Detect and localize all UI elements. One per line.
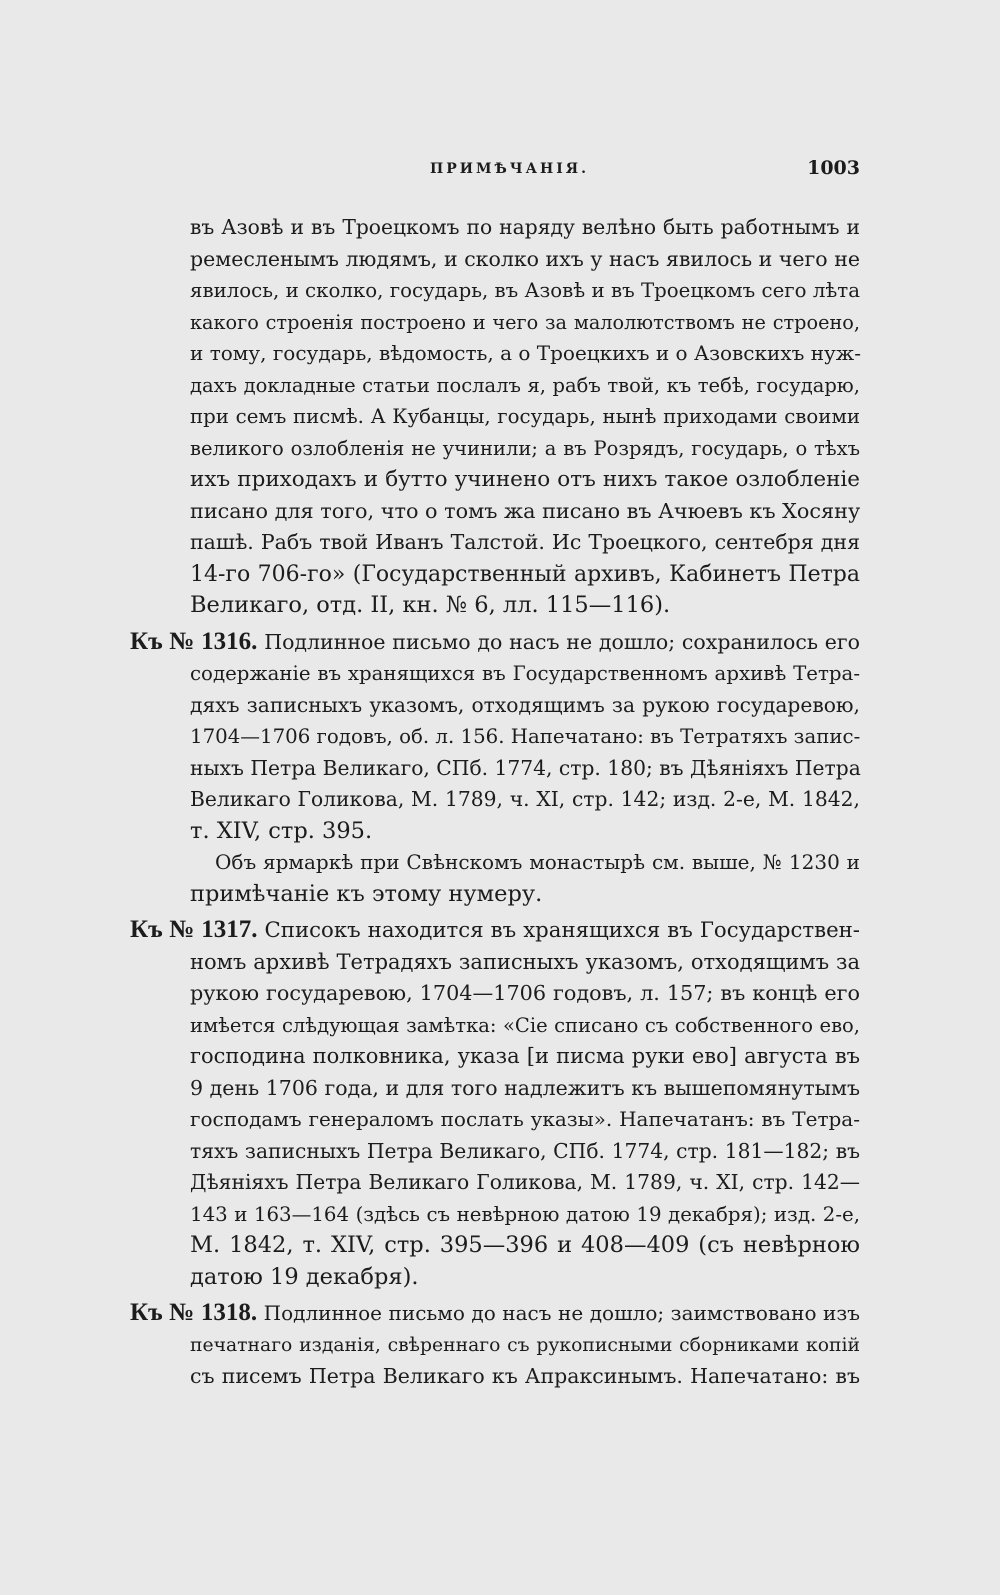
note-first-line: Списокъ находится въ хранящихся въ Государствен-	[264, 918, 860, 943]
text-line: ремесленымъ людямъ, и сколко ихъ у насъ явилось и чего не	[190, 246, 860, 271]
text-line: 9 день 1706 года, и для того надлежитъ къ вышепомянутымъ	[190, 1075, 860, 1100]
page-header	[190, 157, 860, 185]
text-line: господамъ генераломъ послать указы». Напечатанъ: въ Тетра-	[190, 1107, 860, 1131]
text-line: дахъ докладные статьи послалъ я, рабъ твой, къ тебѣ, государю,	[190, 373, 860, 397]
note-label: Къ № 1317.	[130, 916, 258, 943]
text-line: Великаго Голикова, М. 1789, ч. XI, стр. 142; изд. 2-е, М. 1842,	[190, 787, 860, 811]
note-lead-line	[130, 626, 860, 659]
text-line: имѣется слѣдующая замѣтка: «Сіе списано съ собственного ево,	[190, 1013, 860, 1037]
text-line: дяхъ записныхъ указомъ, отходящимъ за рукою государевою,	[190, 692, 860, 717]
text-line: пашѣ. Рабъ твой Иванъ Талстой. Ис Троецкого, сентебря дня	[190, 530, 860, 554]
continuation-paragraph	[130, 212, 860, 622]
text-line: М. 1842, т. XIV, стр. 395—396 и 408—409 (съ невѣрною	[190, 1232, 860, 1258]
text-line: 14-го 706-го» (Государственный архивъ, Кабинетъ Петра	[190, 561, 860, 587]
text-line: 1704—1706 годовъ, об. л. 156. Напечатано: въ Тетратяхъ запис-	[190, 725, 861, 748]
text-line: содержаніе въ хранящихся въ Государственномъ архивѣ Тетра-	[190, 662, 860, 685]
text-line: какого строенія построено и чего за малолютствомъ не строено,	[190, 310, 860, 334]
text-line: при семъ писмѣ. А Кубанцы, государь, нынѣ приходами своими	[190, 405, 860, 428]
text-line: Великаго, отд. II, кн. № 6, лл. 115—116).	[190, 592, 671, 618]
text-line: Дѣяніяхъ Петра Великаго Голикова, М. 1789, ч. XI, стр. 142—	[190, 1170, 860, 1194]
text-line: Объ ярмаркѣ при Свѣнскомъ монастырѣ см. выше, № 1230 и	[215, 850, 860, 874]
note-label: Къ № 1316.	[130, 627, 258, 655]
note-1318	[130, 1297, 860, 1393]
page-body	[130, 212, 860, 1393]
note-label: Къ № 1318.	[130, 1299, 258, 1326]
text-line: и тому, государь, вѣдомость, а о Троецкихъ и о Азовскихъ нуж-	[190, 341, 861, 365]
note-first-line: Подлинное письмо до насъ не дошло; сохранилось его	[264, 629, 860, 654]
note-1316	[130, 626, 860, 911]
text-line: датою 19 декабря).	[190, 1263, 419, 1290]
text-line: рукою государевою, 1704—1706 годовъ, л. 157; въ концѣ его	[190, 981, 860, 1005]
text-line: примѣчаніе къ этому нумеру.	[190, 880, 543, 907]
text-line: ихъ приходахъ и бутто учинено отъ нихъ такое озлобленіе	[190, 467, 860, 492]
text-line: 143 и 163—164 (здѣсь съ невѣрною датою 19 декабря); изд. 2-е,	[190, 1202, 860, 1226]
page-number: 1003	[807, 157, 860, 179]
text-line: ныхъ Петра Великаго, СПб. 1774, стр. 180; въ Дѣяніяхъ Петра	[190, 755, 861, 780]
text-line: т. XIV, стр. 395.	[190, 817, 373, 844]
text-line: въ Азовѣ и въ Троецкомъ по наряду велѣно быть работнымъ и	[190, 215, 860, 239]
note-lead-line	[130, 1297, 860, 1330]
text-line: номъ архивѣ Тетрадяхъ записныхъ указомъ, отходящимъ за	[190, 949, 860, 974]
note-lead-line	[130, 914, 860, 947]
text-line: господина полковника, указа [и писма руки ево] августа въ	[190, 1044, 860, 1068]
text-line: явилось, и сколко, государь, въ Азовѣ и въ Троецкомъ сего лѣта	[190, 279, 860, 302]
running-title: ПРИМѢЧАНІЯ.	[430, 161, 589, 177]
text-line: печатнаго изданія, свѣреннаго съ рукописными сборниками копій	[190, 1334, 860, 1356]
note-first-line: Подлинное письмо до насъ не дошло; заимствовано изъ	[263, 1301, 861, 1325]
note-1317	[130, 914, 860, 1293]
text-line: великого озлобленія не учинили; а въ Розрядъ, государь, о тѣхъ	[190, 436, 860, 460]
text-line: тяхъ записныхъ Петра Великаго, СПб. 1774, стр. 181—182; въ	[190, 1138, 860, 1163]
text-line: съ писемъ Петра Великаго къ Апраксинымъ. Напечатано: въ	[190, 1364, 860, 1388]
text-line: писано для того, что о томъ жа писано въ Ачюевъ къ Хосяну	[190, 498, 861, 523]
